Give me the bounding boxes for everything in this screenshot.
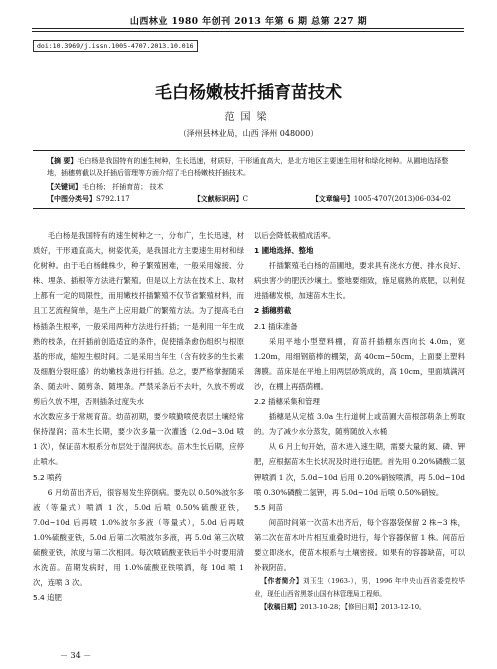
- doc-code-label: 【文献标识码】: [193, 194, 243, 203]
- journal-header: 山西林业 1980 年创刊 2013 年第 6 期 总第 227 期: [129, 17, 368, 27]
- left-column: [33, 228, 244, 614]
- author-affiliation: （泽州县林业局，山西 泽州 048000）: [178, 129, 319, 138]
- section-2-heading: 2 插穗剪截: [254, 306, 292, 316]
- classification-row: [33, 193, 465, 208]
- spraying-paragraph: 6 月幼苗出齐后，很容易发生猝倒病。要先以 0.50%波尔多液（等量式）喷洒 1 次，5.0d 后喷 0.50%硫酸亚铁，7.0d~10d 后再喷 1.0%波尔多液（等量式），5.0d 后再喷 1.0%硫酸亚铁，5.0d 后第二次喷波尔多液，再 5.0d 第三次喷硫酸亚铁，浓度与第二次相同。每次喷硫酸亚铁后半小时要用清水洗苗。苗期发病时，用 1.0%硫酸亚铁喷洒，每 10d 喷 1 次，连喷 3 次。: [33, 487, 244, 588]
- author-note: [254, 575, 465, 601]
- thinning-paragraph: 间苗时间第一次苗木出齐后，每个容器袋保留 2 株~3 株，第二次在苗木叶片相互重叠时进行，每个容器保留 1 株。间苗后要立即浇水，使苗木根系与土壤密接。如果有的容器缺苗，可以补栽阴苗。: [254, 517, 465, 573]
- nursery-paragraph: 扦插繁殖毛白杨的苗圃地，要求具有浇水方便、排水良好、病虫害少的肥沃沙壤土。整地要细致，施足腐熟的底肥，以利促进插穗发根，加速苗木生长。: [254, 261, 465, 301]
- header-rule: [32, 28, 464, 29]
- received-label: 【收稿日期】: [260, 603, 301, 612]
- watering-paragraph: 水次数应多于常规育苗。幼苗初期，要少喷勤喷使表层土壤经常保持湿润；苗木生长期，要少次多量一次灌透（2.0d~3.0d 喷 1 次），保证苗木根系分布层处于湿润状态。苗木生长后期，应停止喷水。: [33, 412, 244, 467]
- header-rule-2: [32, 31, 464, 32]
- body-columns: [33, 228, 465, 614]
- cutting-paragraph: 插穗是从定植 3.0a 生行道树上或苗圃大苗根部萌条上剪取的。为了减少水分蒸发，随剪随放入水桶: [254, 412, 465, 437]
- abstract-text: 毛白杨是我国特有的速生树种，生长迅速，材质好，干形通直高大，是北方地区主要速生用材和绿化树种。从圃地选择整地，插穗剪截以及扦插后管理等方面介绍了毛白杨嫩枝扦插技术。: [47, 157, 449, 177]
- continuation-paragraph: 以后会降低栽植成活率。: [254, 231, 336, 240]
- section-5-5-heading: 5.5 间苗: [254, 502, 283, 512]
- keywords-label: 【关键词】: [47, 182, 82, 191]
- section-5-4-heading: 5.4 追肥: [33, 593, 62, 603]
- fertilizer-paragraph: 从 6 月上旬开始，苗木进入速生期，需要大量的氮、磷、钾肥，应根据苗木生长状况及时进行追肥。首先用 0.20%磷酸二氢钾喷洒 1 次，5.0d~10d 后用 0.20%硝铵喷洒，再 5.0d~10d 喷 0.30%磷酸二氢钾，再 5.0d~10d 后喷 0.50%硝铵。: [254, 442, 465, 497]
- abstract: [33, 151, 465, 181]
- page-number: － 34 －: [60, 651, 92, 660]
- article-id-value: 1005-4707(2013)06-034-02: [353, 195, 451, 203]
- received-dates: [254, 601, 465, 614]
- section-5-2-heading: 5.2 喷药: [33, 472, 62, 482]
- clc-label: 【中图分类号】: [47, 194, 96, 203]
- section-1-heading: 1 圃地选择、整地: [254, 246, 314, 256]
- section-2-1-heading: 2.1 插床准备: [254, 321, 298, 331]
- abstract-label: 【摘 要】: [47, 156, 78, 165]
- section-2-2-heading: 2.2 插穗采集和管理: [254, 397, 320, 407]
- doc-code-value: C: [242, 195, 248, 203]
- author-name: 范国梁: [224, 112, 273, 123]
- abstract-block: [33, 150, 465, 209]
- abstract-bottom-rule: [33, 208, 465, 209]
- bed-paragraph: 采用平地小型塑料棚，育苗扦插棚东西向长 4.0m，宽 1.20m，用细钢筋棒的棚架，高 40cm~50cm，上面要上塑料薄膜。苗床是在平地上用两层砂筑成的，高 10cm，里面填满河沙，在棚上再搭荫棚。: [254, 336, 465, 391]
- author-note-text: 刘玉生（1963-），男，1996 年中央山西省委党校毕业，现任山西省黑茶山国有林管理局工程师。: [254, 577, 465, 599]
- intro-paragraph: 毛白杨是我国特有的速生树种之一，分布广，生长迅速，材质好，干形通直高大，树姿优美，是我国北方主要速生用材和绿化树种。由于毛白杨雌株少，种子繁殖困难，一般采用嫁接、分株、埋条、插根等方法进行繁殖。但是以上方法在技术上、取材上都有一定的局限性，而用嫩枝扦插繁殖不仅节省繁殖材料，而且工艺流程简单，是生产上应用最广的繁殖方法。为了提高毛白杨插条生根率，一般采用两种方法进行扦插；一是利用一年生成熟的枝条，在扦插前创造适宜的条件，促使插条愈伤组织与根原基的形成，缩短生根时间。二是采用当年生（含有较多的生长素及细胞分裂旺盛）的幼嫩枝条进行扦插。总之，要严格掌握随采条、随去叶、随剪条、随埋条。严禁采条后不去叶，久放不剪或剪后久放不埋，否则插条过度失水: [33, 231, 244, 407]
- author-note-label: 【作者简介】: [260, 577, 303, 586]
- received-text: 2013-10-28；【修回日期】2013-12-10。: [300, 603, 426, 612]
- keywords-text: 毛白杨； 扦插育苗； 技术: [82, 183, 164, 191]
- keywords-row: [33, 181, 465, 193]
- paper-title: 毛白杨嫩枝扦插育苗技术: [155, 83, 342, 103]
- clc-value: S792.117: [96, 195, 130, 203]
- article-id-label: 【文章编号】: [311, 194, 354, 203]
- right-column: [254, 228, 465, 614]
- doi-box: doi:10.3969/j.issn.1005-4707.2013.10.016: [33, 40, 198, 52]
